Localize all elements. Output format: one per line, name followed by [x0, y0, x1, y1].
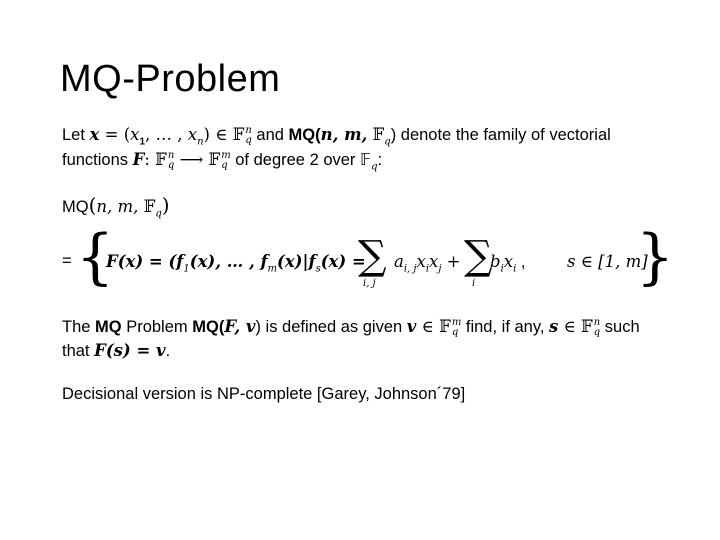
- sum-symbol-2: ∑: [464, 233, 493, 279]
- problem-definition-line-1: The MQ Problem MQ(F, v) is defined as given v ∈ 𝔽 m q find, if any, s ∈ 𝔽 n q such: [62, 316, 640, 338]
- mq-label: MQ(n, m, 𝔽$_q$): [62, 193, 170, 220]
- definition-line-2: functions F: 𝔽 n q ⟶ 𝔽 m q of degree 2 over 𝔽$_q$:: [62, 149, 383, 173]
- slide-title: MQ-Problem: [60, 58, 281, 100]
- problem-definition-line-2: that F(s) = v.: [62, 341, 171, 360]
- np-complete-note: Decisional version is NP-complete [Garey, Johnson´79]: [62, 385, 466, 403]
- sum-symbol-1: ∑: [358, 233, 387, 279]
- right-brace: }: [636, 222, 675, 292]
- mq-set-equation: = { $F(x) = (f_1(x)$, … , $f_m(x)|f_s(x)$ = ∑ i, j $a_{i, j}x_ix_j$ + ∑ i $b_ix_i$ , s ∈ [1, m] }: [62, 222, 675, 292]
- definition-line-1: Let $x = (x_1$, … , $x_n$) ∈ 𝔽 n q and MQ(n, m, 𝔽$_q$) denote the family of vectorial: [62, 124, 611, 148]
- left-brace: {: [76, 222, 115, 292]
